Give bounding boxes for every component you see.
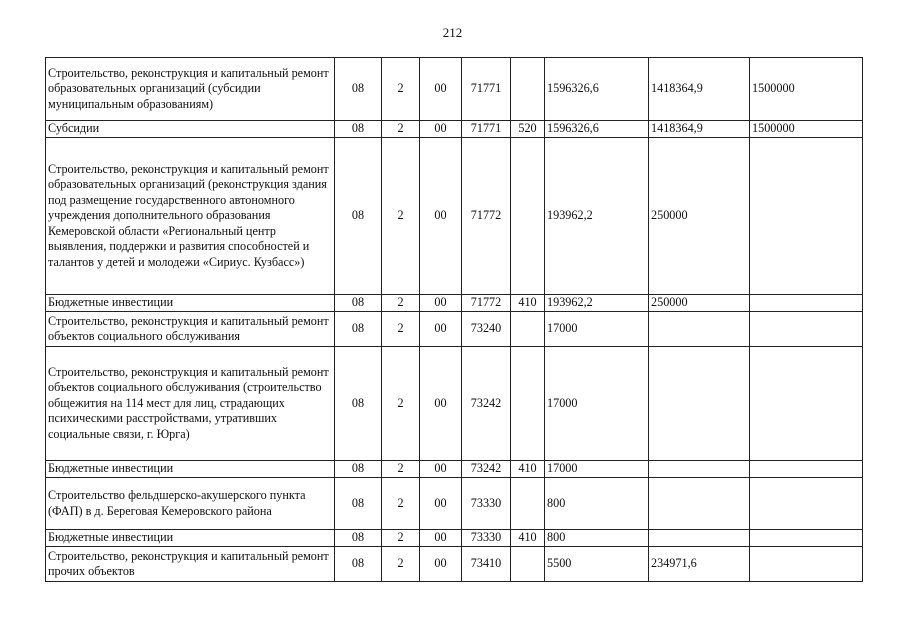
row-amount-1: 5500 [545,547,649,582]
row-amount-3 [750,478,863,530]
row-amount-2 [649,347,750,461]
row-amount-1: 17000 [545,461,649,478]
row-amount-2 [649,478,750,530]
row-amount-3 [750,347,863,461]
row-section: 08 [335,547,382,582]
row-amount-1: 800 [545,478,649,530]
row-subsection: 2 [382,347,420,461]
row-subsection: 2 [382,121,420,138]
row-expense-type: 410 [511,295,545,312]
row-name: Бюджетные инвестиции [46,295,335,312]
row-subsection: 2 [382,461,420,478]
table-row [46,461,863,478]
row-section: 08 [335,461,382,478]
row-amount-3: 1500000 [750,58,863,121]
row-amount-2: 234971,6 [649,547,750,582]
row-section: 08 [335,295,382,312]
row-expense-type: 520 [511,121,545,138]
row-amount-3 [750,461,863,478]
row-article: 71772 [462,138,511,295]
row-section: 08 [335,347,382,461]
row-expense-type [511,347,545,461]
row-article: 73242 [462,347,511,461]
row-name: Строительство, реконструкция и капитальный ремонт прочих объектов [46,547,335,582]
row-article: 73410 [462,547,511,582]
row-section: 08 [335,312,382,347]
row-code: 00 [420,58,462,121]
row-name: Бюджетные инвестиции [46,530,335,547]
row-section: 08 [335,121,382,138]
row-article: 71771 [462,121,511,138]
row-amount-2: 250000 [649,295,750,312]
table-row [46,295,863,312]
row-amount-2: 1418364,9 [649,121,750,138]
row-expense-type [511,58,545,121]
row-amount-3 [750,312,863,347]
row-amount-1: 1596326,6 [545,58,649,121]
row-subsection: 2 [382,138,420,295]
row-amount-2 [649,530,750,547]
row-code: 00 [420,478,462,530]
budget-table [45,57,863,582]
row-subsection: 2 [382,478,420,530]
row-amount-3 [750,295,863,312]
row-article: 73330 [462,478,511,530]
row-amount-1: 17000 [545,347,649,461]
row-name: Строительство, реконструкция и капитальный ремонт образовательных организаций (субсидии муниципальным образованиям) [46,58,335,121]
row-code: 00 [420,461,462,478]
table-row [46,547,863,582]
row-name: Бюджетные инвестиции [46,461,335,478]
row-name: Строительство, реконструкция и капитальный ремонт объектов социального обслуживания [46,312,335,347]
row-amount-2 [649,461,750,478]
row-code: 00 [420,295,462,312]
row-article: 73240 [462,312,511,347]
row-name: Строительство, реконструкция и капитальный ремонт объектов социального обслуживания (строительство общежития на 114 мест для лиц, страдающих психическими расстройствами, утративших социальные связи, г. Юрга) [46,347,335,461]
row-subsection: 2 [382,58,420,121]
row-name: Строительство фельдшерско-акушерского пункта (ФАП) в д. Береговая Кемеровского района [46,478,335,530]
row-section: 08 [335,138,382,295]
row-amount-1: 800 [545,530,649,547]
row-code: 00 [420,547,462,582]
row-amount-3 [750,138,863,295]
row-expense-type: 410 [511,461,545,478]
row-subsection: 2 [382,312,420,347]
row-amount-3 [750,530,863,547]
row-expense-type [511,478,545,530]
row-section: 08 [335,478,382,530]
row-section: 08 [335,530,382,547]
row-amount-1: 193962,2 [545,138,649,295]
budget-table-body [46,58,863,582]
row-article: 71772 [462,295,511,312]
table-row [46,478,863,530]
table-row [46,530,863,547]
row-expense-type: 410 [511,530,545,547]
row-code: 00 [420,121,462,138]
table-row [46,312,863,347]
row-name: Субсидии [46,121,335,138]
row-name: Строительство, реконструкция и капитальный ремонт образовательных организаций (реконструкция здания под размещение государственного автономного учреждения дополнительного образования Кемеровской области «Региональный центр выявления, поддержки и развития способностей и талантов у детей и молодежи «Сириус. Кузбасс») [46,138,335,295]
row-amount-3: 1500000 [750,121,863,138]
row-subsection: 2 [382,295,420,312]
row-code: 00 [420,312,462,347]
row-amount-2: 1418364,9 [649,58,750,121]
page-number: 212 [442,25,463,40]
row-amount-1: 1596326,6 [545,121,649,138]
row-amount-2 [649,312,750,347]
row-code: 00 [420,347,462,461]
row-amount-1: 17000 [545,312,649,347]
row-article: 71771 [462,58,511,121]
row-code: 00 [420,138,462,295]
row-subsection: 2 [382,530,420,547]
row-code: 00 [420,530,462,547]
row-expense-type [511,312,545,347]
row-amount-1: 193962,2 [545,295,649,312]
row-subsection: 2 [382,547,420,582]
table-row [46,138,863,295]
row-article: 73242 [462,461,511,478]
row-section: 08 [335,58,382,121]
row-expense-type [511,138,545,295]
row-amount-2: 250000 [649,138,750,295]
table-row [46,58,863,121]
row-expense-type [511,547,545,582]
row-article: 73330 [462,530,511,547]
row-amount-3 [750,547,863,582]
table-row [46,347,863,461]
table-row [46,121,863,138]
